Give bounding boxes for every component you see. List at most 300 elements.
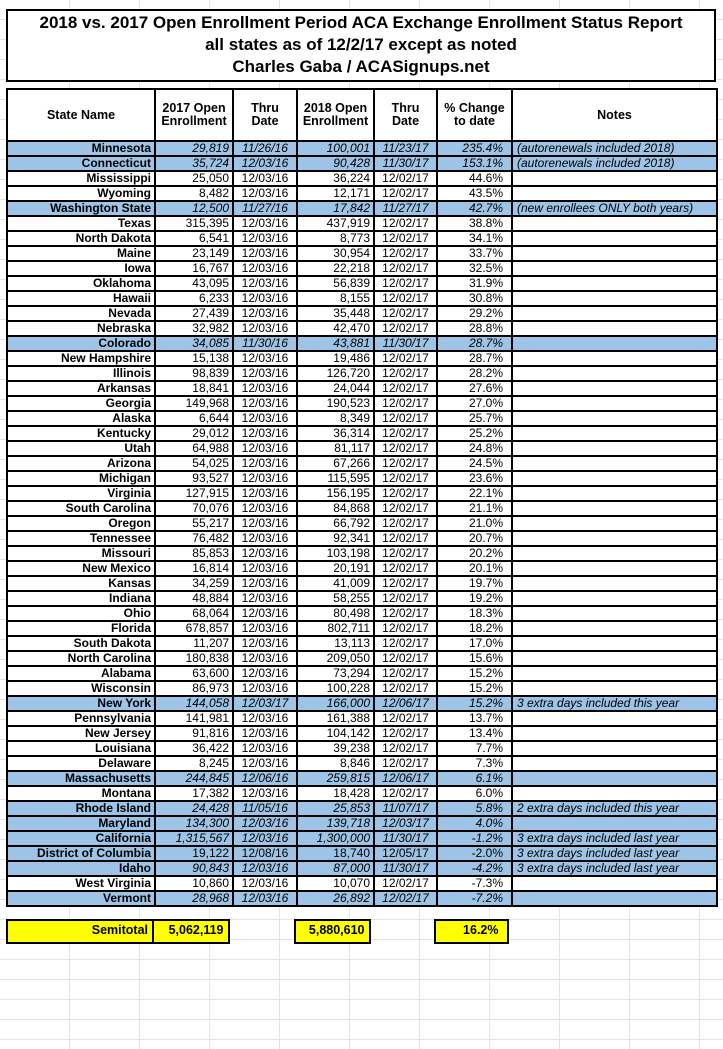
cell-2017-thru-date: 12/03/16 [233, 321, 297, 336]
table-row [7, 801, 717, 816]
cell-2017-thru-date: 12/03/16 [233, 606, 297, 621]
cell-2018-thru-date: 11/30/17 [374, 156, 437, 171]
cell-percent-change: 33.7% [437, 246, 512, 261]
cell-2017-thru-date: 12/03/16 [233, 786, 297, 801]
cell-state-name: South Dakota [7, 636, 155, 651]
cell-2018-thru-date: 12/06/17 [374, 696, 437, 711]
cell-2018-thru-date: 12/05/17 [374, 846, 437, 861]
cell-2017-enrollment: 29,012 [155, 426, 233, 441]
table-row [7, 321, 717, 336]
report-attribution: Charles Gaba / ACASignups.net [232, 57, 490, 76]
table-row [7, 186, 717, 201]
cell-2018-thru-date: 12/02/17 [374, 531, 437, 546]
cell-notes [512, 786, 717, 801]
cell-2017-enrollment: 16,767 [155, 261, 233, 276]
cell-2017-thru-date: 12/03/16 [233, 591, 297, 606]
table-row [7, 306, 717, 321]
cell-2017-thru-date: 11/05/16 [233, 801, 297, 816]
cell-notes [512, 216, 717, 231]
cell-state-name: Idaho [7, 861, 155, 876]
cell-2017-thru-date: 12/03/16 [233, 891, 297, 906]
cell-2017-enrollment: 144,058 [155, 696, 233, 711]
cell-2017-enrollment: 127,915 [155, 486, 233, 501]
cell-2018-enrollment: 30,954 [297, 246, 374, 261]
cell-notes [512, 426, 717, 441]
table-row [7, 891, 717, 906]
cell-2018-enrollment: 36,314 [297, 426, 374, 441]
table-row [7, 291, 717, 306]
cell-2017-thru-date: 12/03/16 [233, 576, 297, 591]
cell-percent-change: 13.4% [437, 726, 512, 741]
cell-2018-thru-date: 12/02/17 [374, 591, 437, 606]
cell-state-name: Indiana [7, 591, 155, 606]
cell-percent-change: 21.1% [437, 501, 512, 516]
cell-2017-thru-date: 12/03/16 [233, 531, 297, 546]
table-row [7, 666, 717, 681]
column-header-thru-date-2017: Thru Date [233, 89, 297, 141]
cell-2018-thru-date: 12/02/17 [374, 666, 437, 681]
cell-2017-enrollment: 85,853 [155, 546, 233, 561]
cell-notes [512, 411, 717, 426]
cell-2017-thru-date: 12/03/16 [233, 186, 297, 201]
table-row [7, 726, 717, 741]
cell-state-name: North Carolina [7, 651, 155, 666]
cell-percent-change: 44.6% [437, 171, 512, 186]
cell-2017-enrollment: 6,233 [155, 291, 233, 306]
header-row [7, 89, 717, 141]
cell-2017-enrollment: 29,819 [155, 141, 233, 156]
cell-2017-thru-date: 12/03/16 [233, 636, 297, 651]
cell-percent-change: 13.7% [437, 711, 512, 726]
table-row [7, 816, 717, 831]
cell-notes [512, 516, 717, 531]
table-row [7, 711, 717, 726]
cell-2018-thru-date: 12/02/17 [374, 366, 437, 381]
cell-2017-thru-date: 12/03/16 [233, 651, 297, 666]
cell-2018-thru-date: 12/02/17 [374, 486, 437, 501]
cell-2017-enrollment: 43,095 [155, 276, 233, 291]
cell-2018-enrollment: 20,191 [297, 561, 374, 576]
cell-state-name: New Mexico [7, 561, 155, 576]
cell-notes [512, 711, 717, 726]
cell-2018-enrollment: 8,349 [297, 411, 374, 426]
table-row [7, 771, 717, 786]
cell-2018-enrollment: 84,868 [297, 501, 374, 516]
cell-2017-thru-date: 12/03/16 [233, 366, 297, 381]
column-header-2017-open-enrollment: 2017 Open Enrollment [155, 89, 233, 141]
table-row [7, 516, 717, 531]
cell-2017-enrollment: 63,600 [155, 666, 233, 681]
cell-2018-thru-date: 12/02/17 [374, 441, 437, 456]
cell-2017-thru-date: 12/03/16 [233, 486, 297, 501]
cell-2017-enrollment: 315,395 [155, 216, 233, 231]
cell-notes [512, 741, 717, 756]
cell-state-name: Massachusetts [7, 771, 155, 786]
cell-2018-thru-date: 12/02/17 [374, 606, 437, 621]
cell-2017-enrollment: 141,981 [155, 711, 233, 726]
cell-2018-thru-date: 11/30/17 [374, 336, 437, 351]
cell-2018-enrollment: 42,470 [297, 321, 374, 336]
semitotal-2018-enrollment: 5,880,610 [294, 919, 371, 944]
cell-percent-change: -7.2% [437, 891, 512, 906]
cell-2018-thru-date: 12/02/17 [374, 741, 437, 756]
cell-2018-enrollment: 35,448 [297, 306, 374, 321]
cell-2018-thru-date: 11/23/17 [374, 141, 437, 156]
cell-2018-enrollment: 90,428 [297, 156, 374, 171]
cell-state-name: Michigan [7, 471, 155, 486]
cell-notes [512, 231, 717, 246]
cell-notes: 3 extra days included last year [512, 861, 717, 876]
table-row [7, 786, 717, 801]
cell-2018-thru-date: 12/02/17 [374, 231, 437, 246]
table-row [7, 336, 717, 351]
cell-percent-change: 34.1% [437, 231, 512, 246]
cell-percent-change: 18.2% [437, 621, 512, 636]
semitotal-2017-enrollment: 5,062,119 [152, 919, 230, 944]
cell-notes [512, 591, 717, 606]
cell-2017-enrollment: 55,217 [155, 516, 233, 531]
column-header-notes: Notes [512, 89, 717, 141]
table-row [7, 261, 717, 276]
cell-2017-enrollment: 17,382 [155, 786, 233, 801]
table-row [7, 411, 717, 426]
cell-percent-change: 15.6% [437, 651, 512, 666]
cell-2017-enrollment: 6,644 [155, 411, 233, 426]
cell-2017-enrollment: 98,839 [155, 366, 233, 381]
cell-2018-thru-date: 12/02/17 [374, 501, 437, 516]
state-rows [7, 141, 717, 906]
cell-state-name: West Virginia [7, 876, 155, 891]
cell-percent-change: 7.3% [437, 756, 512, 771]
cell-2018-thru-date: 12/03/17 [374, 816, 437, 831]
cell-2018-enrollment: 66,792 [297, 516, 374, 531]
cell-2018-enrollment: 259,815 [297, 771, 374, 786]
cell-2017-thru-date: 12/03/16 [233, 756, 297, 771]
cell-state-name: Oklahoma [7, 276, 155, 291]
cell-2017-enrollment: 86,973 [155, 681, 233, 696]
cell-state-name: Illinois [7, 366, 155, 381]
table-row [7, 876, 717, 891]
cell-state-name: Alabama [7, 666, 155, 681]
cell-notes [512, 186, 717, 201]
cell-2018-enrollment: 8,773 [297, 231, 374, 246]
cell-2018-enrollment: 8,155 [297, 291, 374, 306]
cell-state-name: Georgia [7, 396, 155, 411]
table-row [7, 201, 717, 216]
cell-notes [512, 246, 717, 261]
cell-notes [512, 666, 717, 681]
cell-2017-thru-date: 12/03/16 [233, 261, 297, 276]
column-header-percent-change: % Change to date [437, 89, 512, 141]
cell-2017-enrollment: 93,527 [155, 471, 233, 486]
cell-2018-enrollment: 103,198 [297, 546, 374, 561]
cell-notes [512, 321, 717, 336]
table-row [7, 396, 717, 411]
cell-percent-change: 27.0% [437, 396, 512, 411]
cell-state-name: Vermont [7, 891, 155, 906]
table-row [7, 861, 717, 876]
cell-2018-enrollment: 41,009 [297, 576, 374, 591]
cell-2017-thru-date: 12/08/16 [233, 846, 297, 861]
cell-notes [512, 756, 717, 771]
cell-percent-change: 15.2% [437, 681, 512, 696]
semitotal-label: Semitotal [6, 919, 154, 944]
table-row [7, 531, 717, 546]
cell-2017-thru-date: 12/06/16 [233, 771, 297, 786]
cell-2017-enrollment: 27,439 [155, 306, 233, 321]
cell-2017-enrollment: 8,482 [155, 186, 233, 201]
semitotal-percent-change: 16.2% [434, 919, 509, 944]
cell-2018-enrollment: 161,388 [297, 711, 374, 726]
cell-2017-thru-date: 12/03/16 [233, 861, 297, 876]
cell-state-name: Mississippi [7, 171, 155, 186]
cell-2018-thru-date: 11/07/17 [374, 801, 437, 816]
cell-percent-change: 31.9% [437, 276, 512, 291]
cell-notes [512, 306, 717, 321]
cell-notes [512, 456, 717, 471]
cell-state-name: Pennsylvania [7, 711, 155, 726]
table-row [7, 741, 717, 756]
cell-notes [512, 396, 717, 411]
cell-notes [512, 531, 717, 546]
cell-2017-enrollment: 16,814 [155, 561, 233, 576]
cell-state-name: California [7, 831, 155, 846]
cell-percent-change: 18.3% [437, 606, 512, 621]
cell-percent-change: -1.2% [437, 831, 512, 846]
cell-2017-thru-date: 12/03/16 [233, 276, 297, 291]
column-header-thru-date-2018: Thru Date [374, 89, 437, 141]
cell-notes: (autorenewals included 2018) [512, 156, 717, 171]
cell-2017-enrollment: 11,207 [155, 636, 233, 651]
table-row [7, 561, 717, 576]
table-row [7, 141, 717, 156]
cell-2018-thru-date: 12/02/17 [374, 261, 437, 276]
cell-2018-enrollment: 43,881 [297, 336, 374, 351]
cell-2018-enrollment: 139,718 [297, 816, 374, 831]
cell-2018-thru-date: 12/06/17 [374, 771, 437, 786]
cell-2018-enrollment: 58,255 [297, 591, 374, 606]
cell-notes [512, 171, 717, 186]
cell-2017-thru-date: 12/03/16 [233, 876, 297, 891]
cell-2017-enrollment: 91,816 [155, 726, 233, 741]
table-row [7, 231, 717, 246]
cell-2018-thru-date: 12/02/17 [374, 561, 437, 576]
cell-2017-thru-date: 12/03/16 [233, 546, 297, 561]
cell-notes [512, 351, 717, 366]
cell-2017-thru-date: 12/03/16 [233, 831, 297, 846]
cell-2018-enrollment: 10,070 [297, 876, 374, 891]
cell-state-name: Kentucky [7, 426, 155, 441]
cell-percent-change: 20.1% [437, 561, 512, 576]
table-header [7, 89, 717, 141]
cell-2017-enrollment: 68,064 [155, 606, 233, 621]
cell-state-name: Wisconsin [7, 681, 155, 696]
cell-state-name: Iowa [7, 261, 155, 276]
cell-state-name: Tennessee [7, 531, 155, 546]
cell-2017-enrollment: 149,968 [155, 396, 233, 411]
cell-notes [512, 771, 717, 786]
cell-state-name: District of Columbia [7, 846, 155, 861]
cell-2018-thru-date: 12/02/17 [374, 411, 437, 426]
cell-2018-thru-date: 12/02/17 [374, 516, 437, 531]
cell-percent-change: 28.2% [437, 366, 512, 381]
cell-2017-enrollment: 70,076 [155, 501, 233, 516]
cell-2018-thru-date: 12/02/17 [374, 621, 437, 636]
cell-notes [512, 621, 717, 636]
cell-2018-enrollment: 802,711 [297, 621, 374, 636]
cell-percent-change: 43.5% [437, 186, 512, 201]
cell-2018-enrollment: 24,044 [297, 381, 374, 396]
table-row [7, 606, 717, 621]
cell-2018-thru-date: 12/02/17 [374, 891, 437, 906]
cell-2018-enrollment: 87,000 [297, 861, 374, 876]
cell-2017-thru-date: 12/03/16 [233, 231, 297, 246]
cell-2018-thru-date: 11/30/17 [374, 831, 437, 846]
cell-2017-thru-date: 12/03/16 [233, 306, 297, 321]
cell-percent-change: 235.4% [437, 141, 512, 156]
cell-state-name: Oregon [7, 516, 155, 531]
cell-2018-thru-date: 12/02/17 [374, 471, 437, 486]
cell-percent-change: 20.7% [437, 531, 512, 546]
cell-percent-change: 7.7% [437, 741, 512, 756]
cell-2018-thru-date: 12/02/17 [374, 381, 437, 396]
cell-2017-thru-date: 12/03/16 [233, 471, 297, 486]
semitotal-spacer-1 [230, 919, 294, 944]
table-row [7, 756, 717, 771]
cell-2018-enrollment: 166,000 [297, 696, 374, 711]
cell-2018-enrollment: 39,238 [297, 741, 374, 756]
cell-percent-change: 24.8% [437, 441, 512, 456]
cell-2017-thru-date: 12/03/16 [233, 621, 297, 636]
cell-2018-thru-date: 12/02/17 [374, 291, 437, 306]
cell-state-name: Kansas [7, 576, 155, 591]
cell-2017-thru-date: 12/03/16 [233, 426, 297, 441]
cell-2018-enrollment: 100,001 [297, 141, 374, 156]
cell-percent-change: 38.8% [437, 216, 512, 231]
cell-2017-enrollment: 15,138 [155, 351, 233, 366]
cell-2017-enrollment: 19,122 [155, 846, 233, 861]
cell-notes [512, 576, 717, 591]
cell-percent-change: 17.0% [437, 636, 512, 651]
cell-2017-thru-date: 12/03/16 [233, 816, 297, 831]
cell-2018-enrollment: 22,218 [297, 261, 374, 276]
cell-percent-change: 24.5% [437, 456, 512, 471]
cell-state-name: Delaware [7, 756, 155, 771]
cell-percent-change: 22.1% [437, 486, 512, 501]
cell-2017-enrollment: 28,968 [155, 891, 233, 906]
cell-percent-change: 4.0% [437, 816, 512, 831]
cell-2017-enrollment: 12,500 [155, 201, 233, 216]
cell-2017-enrollment: 76,482 [155, 531, 233, 546]
cell-2018-enrollment: 19,486 [297, 351, 374, 366]
cell-state-name: Utah [7, 441, 155, 456]
cell-state-name: Maine [7, 246, 155, 261]
table-row [7, 681, 717, 696]
cell-percent-change: -2.0% [437, 846, 512, 861]
cell-2018-thru-date: 12/02/17 [374, 351, 437, 366]
cell-percent-change: 23.6% [437, 471, 512, 486]
cell-percent-change: 28.7% [437, 351, 512, 366]
table-row [7, 696, 717, 711]
cell-2018-enrollment: 100,228 [297, 681, 374, 696]
cell-2018-enrollment: 73,294 [297, 666, 374, 681]
cell-2017-thru-date: 12/03/16 [233, 456, 297, 471]
cell-2017-thru-date: 12/03/16 [233, 381, 297, 396]
cell-notes [512, 726, 717, 741]
cell-2017-thru-date: 12/03/16 [233, 216, 297, 231]
semitotal-row [6, 919, 716, 944]
cell-2018-enrollment: 25,853 [297, 801, 374, 816]
cell-percent-change: 25.7% [437, 411, 512, 426]
cell-2018-enrollment: 156,195 [297, 486, 374, 501]
cell-2017-enrollment: 8,245 [155, 756, 233, 771]
cell-state-name: Texas [7, 216, 155, 231]
table-row [7, 576, 717, 591]
cell-2018-thru-date: 12/02/17 [374, 681, 437, 696]
cell-notes [512, 441, 717, 456]
cell-2017-enrollment: 244,845 [155, 771, 233, 786]
cell-2018-enrollment: 126,720 [297, 366, 374, 381]
table-row [7, 156, 717, 171]
cell-2018-enrollment: 209,050 [297, 651, 374, 666]
cell-2017-thru-date: 12/03/16 [233, 681, 297, 696]
cell-2018-enrollment: 67,266 [297, 456, 374, 471]
cell-2018-thru-date: 12/02/17 [374, 276, 437, 291]
cell-state-name: Louisiana [7, 741, 155, 756]
cell-2017-thru-date: 12/03/16 [233, 666, 297, 681]
cell-percent-change: 5.8% [437, 801, 512, 816]
cell-2018-enrollment: 92,341 [297, 531, 374, 546]
enrollment-table [6, 88, 718, 907]
cell-percent-change: 27.6% [437, 381, 512, 396]
cell-2018-thru-date: 12/02/17 [374, 711, 437, 726]
cell-2017-thru-date: 12/03/16 [233, 501, 297, 516]
cell-notes [512, 816, 717, 831]
table-row [7, 651, 717, 666]
cell-notes [512, 681, 717, 696]
cell-notes [512, 366, 717, 381]
cell-2017-thru-date: 12/03/16 [233, 561, 297, 576]
cell-percent-change: 15.2% [437, 666, 512, 681]
cell-2018-enrollment: 437,919 [297, 216, 374, 231]
table-row [7, 366, 717, 381]
table-row [7, 831, 717, 846]
cell-2017-enrollment: 678,857 [155, 621, 233, 636]
cell-2018-thru-date: 12/02/17 [374, 216, 437, 231]
cell-2017-enrollment: 18,841 [155, 381, 233, 396]
cell-2018-enrollment: 80,498 [297, 606, 374, 621]
table-row [7, 486, 717, 501]
cell-notes [512, 276, 717, 291]
table-row [7, 381, 717, 396]
cell-2018-thru-date: 12/02/17 [374, 546, 437, 561]
cell-2017-enrollment: 32,982 [155, 321, 233, 336]
cell-state-name: Washington State [7, 201, 155, 216]
cell-2017-thru-date: 12/03/16 [233, 411, 297, 426]
cell-2018-thru-date: 12/02/17 [374, 186, 437, 201]
cell-notes [512, 636, 717, 651]
table-row [7, 351, 717, 366]
cell-2017-thru-date: 12/03/16 [233, 291, 297, 306]
cell-2018-enrollment: 56,839 [297, 276, 374, 291]
cell-2018-thru-date: 12/02/17 [374, 651, 437, 666]
cell-2018-enrollment: 8,846 [297, 756, 374, 771]
cell-2017-thru-date: 12/03/16 [233, 516, 297, 531]
table-row [7, 636, 717, 651]
cell-state-name: Maryland [7, 816, 155, 831]
cell-percent-change: 153.1% [437, 156, 512, 171]
cell-2018-enrollment: 26,892 [297, 891, 374, 906]
